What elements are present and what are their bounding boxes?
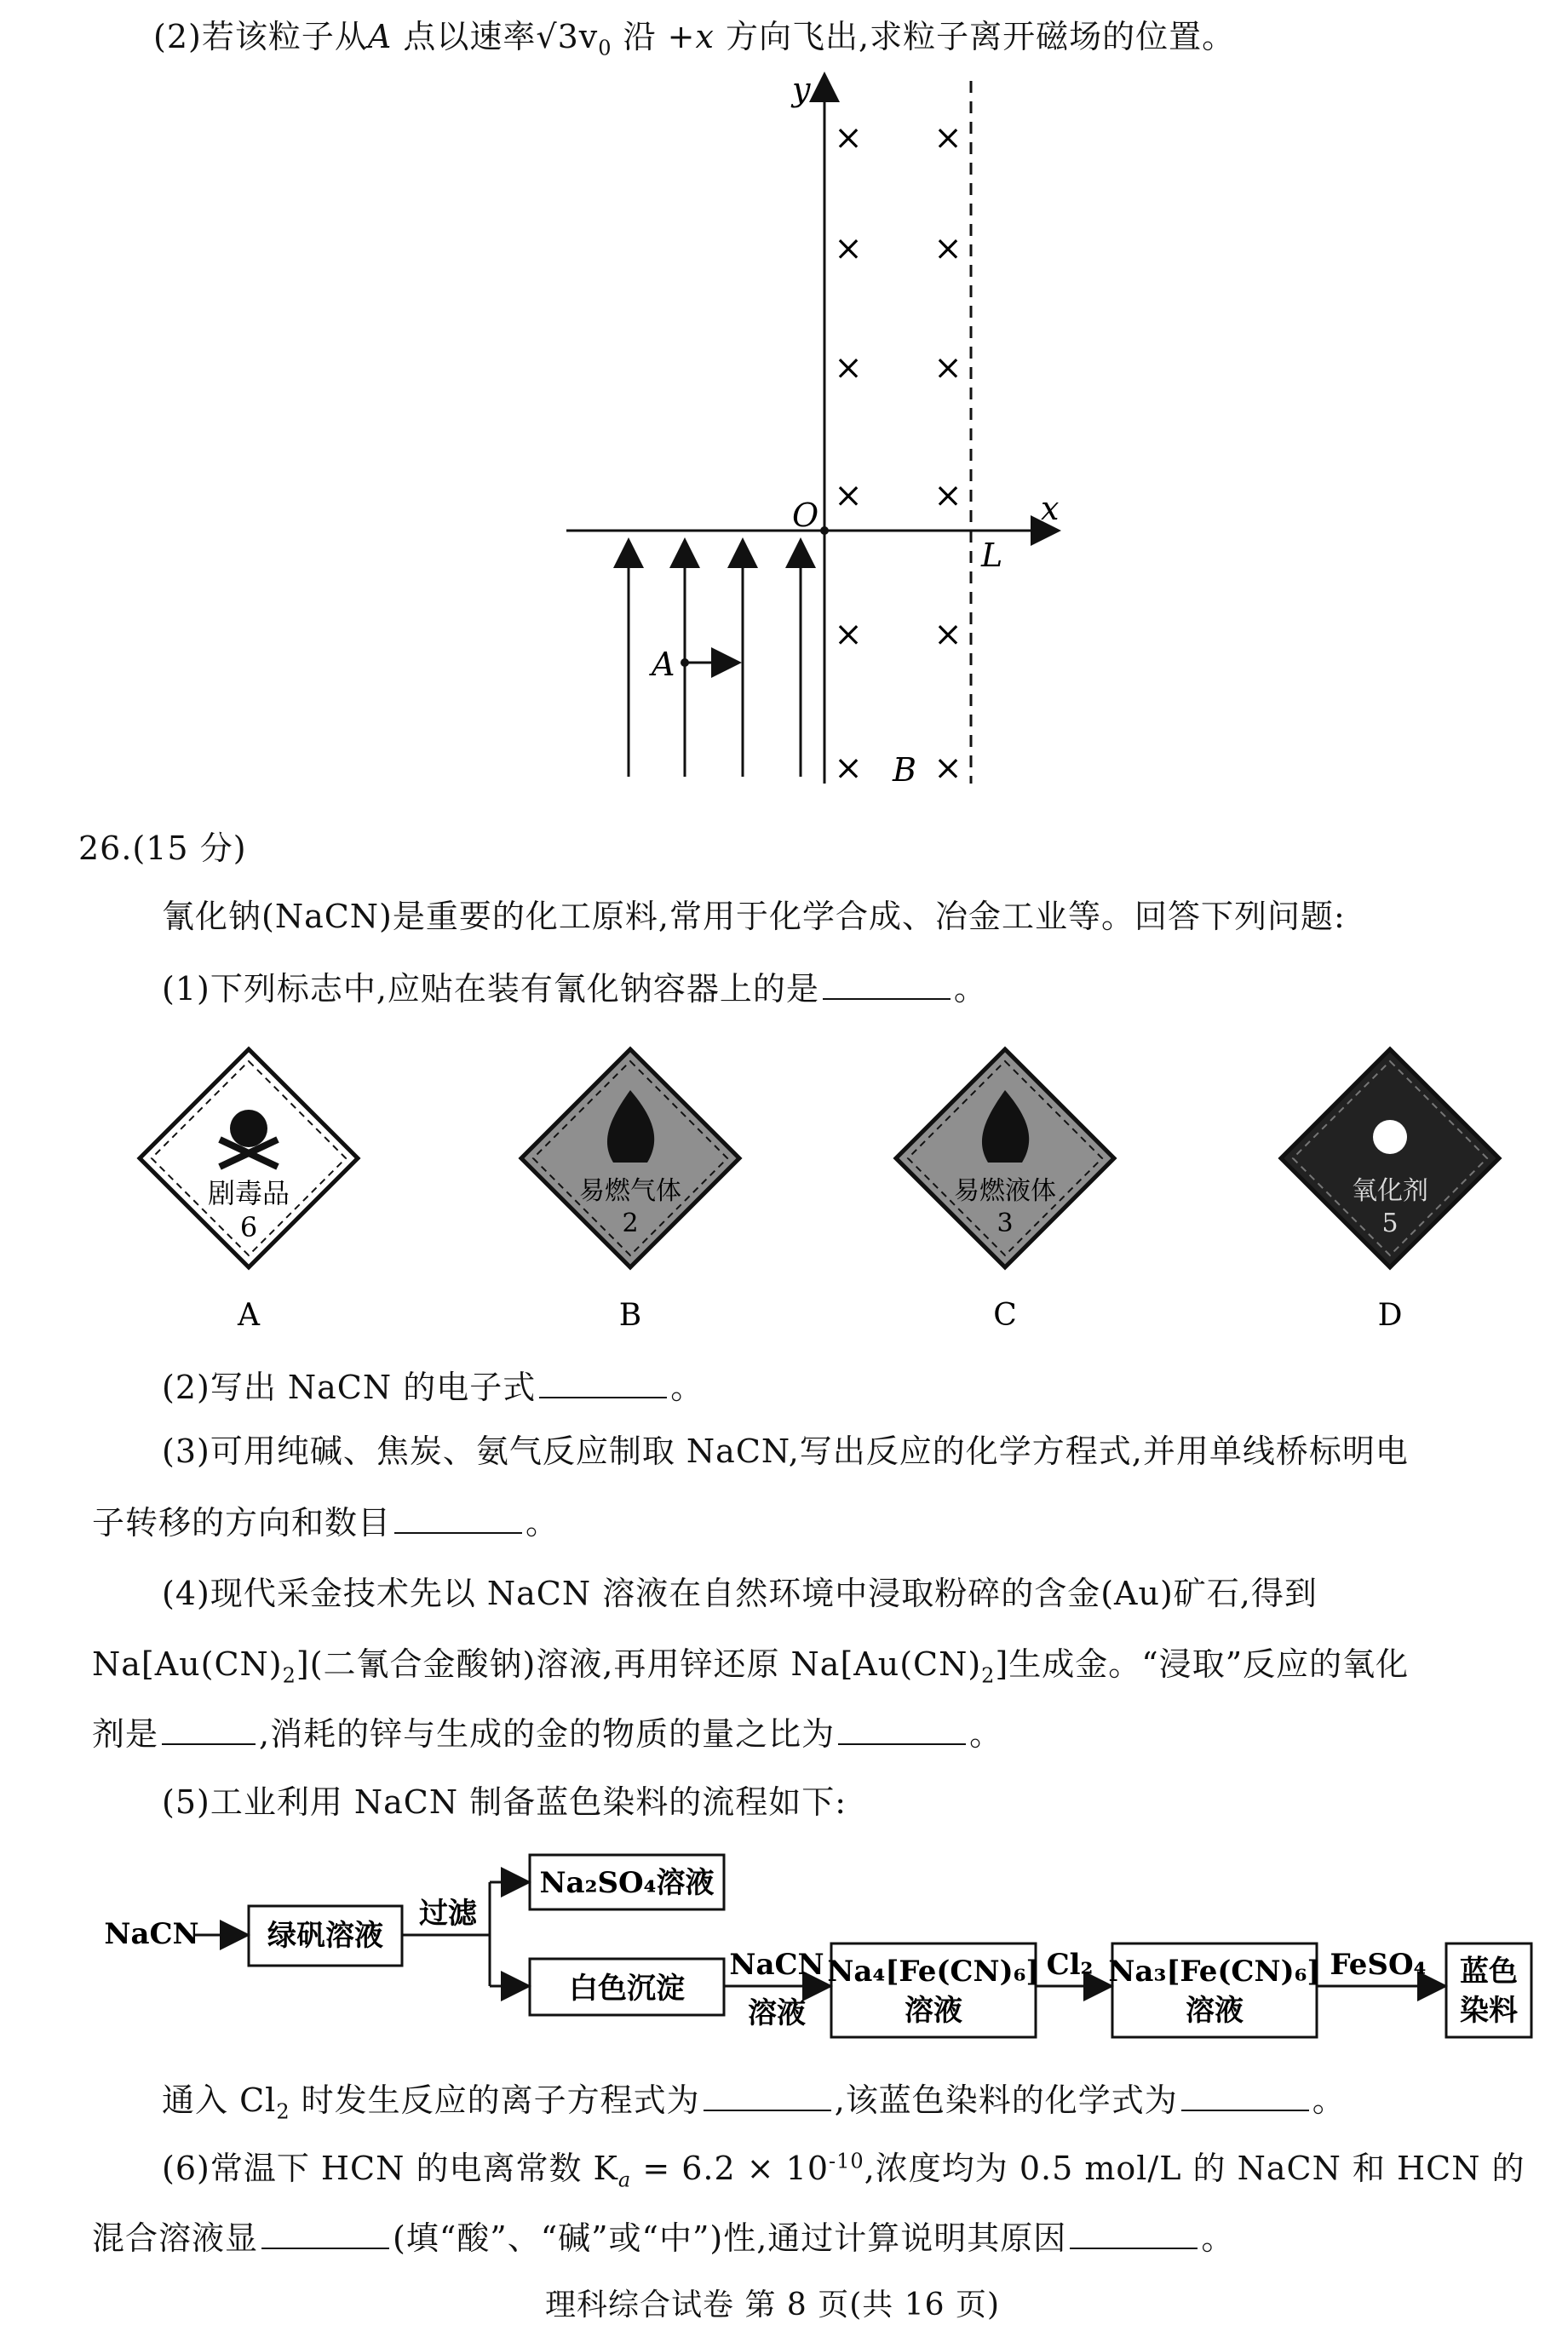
answer-blank[interactable] — [261, 2222, 389, 2249]
flow-cl2: Cl₂ — [1046, 1948, 1094, 1982]
field-cross: × — [933, 348, 962, 388]
sign-C — [896, 1049, 1114, 1333]
sign-B — [521, 1049, 739, 1333]
field-cross: × — [834, 229, 863, 268]
flow-nacn-reagent: NaCN — [729, 1948, 824, 1982]
sign-num: 3 — [997, 1209, 1014, 1238]
svg-text:Na₃[Fe(CN)₆]: Na₃[Fe(CN)₆] — [1108, 1955, 1321, 1989]
sign-num: 6 — [239, 1211, 258, 1243]
svg-text:Na₂SO₄溶液: Na₂SO₄溶液 — [539, 1866, 715, 1900]
field-cross: × — [834, 476, 863, 515]
field-cross: × — [933, 749, 962, 788]
origin-dot — [820, 526, 829, 535]
svg-text:Na₄[Fe(CN)₆]: Na₄[Fe(CN)₆] — [827, 1955, 1040, 1989]
q26-part6b: 混合溶液显 (填“酸”、“碱”或“中”)性,通过计算说明其原因 。 — [92, 2219, 1235, 2257]
answer-blank[interactable] — [1181, 2084, 1309, 2111]
svg-text:白色沉淀: 白色沉淀 — [569, 1972, 685, 2006]
field-cross: × — [834, 118, 863, 158]
answer-blank[interactable] — [704, 2084, 831, 2111]
sign-letter: D — [1377, 1298, 1403, 1333]
flow-filter: 过滤 — [419, 1897, 477, 1931]
q26-part5b: 通入 $Cl_2$ 时发生反应的离子方程式为 ,该蓝色染料的化学式为 。 — [162, 2081, 1346, 2124]
flow-chart — [0, 1831, 1568, 2061]
q26-part4c: 剂是 ,消耗的锌与生成的金的物质的量之比为 。 — [92, 1715, 1003, 1753]
sign-text: 氧化剂 — [1352, 1176, 1428, 1206]
answer-blank[interactable] — [394, 1507, 522, 1534]
q26-part3b: 子转移的方向和数目 。 — [92, 1504, 560, 1542]
svg-text:溶液: 溶液 — [1186, 1994, 1243, 2028]
flow-start: NaCN — [104, 1917, 199, 1951]
sign-text: 易燃气体 — [579, 1176, 681, 1206]
field-cross: × — [933, 615, 962, 654]
sign-num: 2 — [622, 1209, 639, 1238]
sign-A — [140, 1049, 358, 1333]
field-cross: × — [933, 476, 962, 515]
answer-blank[interactable] — [823, 973, 951, 1000]
origin-label: O — [792, 497, 819, 534]
field-cross: × — [834, 749, 863, 788]
hazard-signs — [0, 1039, 1568, 1346]
sign-letter: C — [993, 1298, 1017, 1333]
page-footer: 理科综合试卷 第 8 页(共 16 页) — [545, 2288, 1001, 2322]
q26-part3a: (3)可用纯碱、焦炭、氨气反应制取 NaCN,写出反应的化学方程式,并用单线桥标明电 — [162, 1432, 1409, 1470]
q26-intro: 氰化钠(NaCN)是重要的化工原料,常用于化学合成、冶金工业等。回答下列问题: — [162, 898, 1346, 935]
field-diagram — [0, 0, 1568, 818]
svg-text:染料: 染料 — [1460, 1994, 1518, 2028]
q26-heading: 26.(15 分) — [78, 830, 247, 867]
q26-part4b: $Na[Au(CN)_2]$(二氰合金酸钠)溶液,再用锌还原 $Na[Au(CN)_2]$生成金。“浸取”反应的氧化 — [92, 1645, 1410, 1688]
answer-blank[interactable] — [162, 1718, 256, 1745]
flow-feso4: FeSO₄ — [1330, 1948, 1427, 1982]
B-label: B — [893, 751, 916, 789]
svg-text:蓝色: 蓝色 — [1460, 1955, 1518, 1989]
q26-part1: (1)下列标志中,应贴在装有氰化钠容器上的是 。 — [162, 970, 987, 1008]
magnetic-field-crosses — [834, 118, 962, 788]
sign-letter: A — [238, 1298, 260, 1333]
answer-blank[interactable] — [838, 1718, 966, 1745]
svg-text:绿矾溶液: 绿矾溶液 — [267, 1919, 383, 1953]
L-label: L — [981, 537, 1003, 574]
y-axis-label: y — [792, 71, 811, 108]
sign-D — [1281, 1049, 1499, 1333]
field-cross: × — [933, 229, 962, 268]
oxidizer-icon — [1373, 1120, 1407, 1154]
sign-text: 易燃液体 — [954, 1176, 1056, 1206]
sign-num: 5 — [1381, 1209, 1399, 1238]
q26-part4a: (4)现代采金技术先以 NaCN 溶液在自然环境中浸取粉碎的含金(Au)矿石,得到 — [162, 1575, 1318, 1612]
flow-solution-label: 溶液 — [748, 1996, 806, 2030]
answer-blank[interactable] — [539, 1371, 667, 1398]
answer-blank[interactable] — [1070, 2222, 1198, 2249]
q26-part6a: (6)常温下 HCN 的电离常数 $K_a = 6.2 \times 10^{-10}$,浓度均为 0.5 mol/L 的 NaCN 和 HCN 的 — [162, 2149, 1525, 2192]
A-label: A — [652, 646, 675, 683]
svg-text:溶液: 溶液 — [905, 1994, 962, 2028]
skull-icon — [230, 1110, 267, 1147]
q26-part2: (2)写出 NaCN 的电子式 。 — [162, 1369, 704, 1406]
q26-part5: (5)工业利用 NaCN 制备蓝色染料的流程如下: — [162, 1783, 847, 1821]
q25-part2-text: (2)若该粒子从A 点以速率$√3v_0$ 沿 +x 方向飞出,求粒子离开磁场的位置。 — [153, 18, 1236, 60]
field-cross: × — [834, 348, 863, 388]
x-axis-label: x — [1041, 490, 1060, 527]
field-cross: × — [933, 118, 962, 158]
sign-letter: B — [618, 1298, 642, 1333]
field-cross: × — [834, 615, 863, 654]
sign-text: 剧毒品 — [207, 1177, 290, 1209]
